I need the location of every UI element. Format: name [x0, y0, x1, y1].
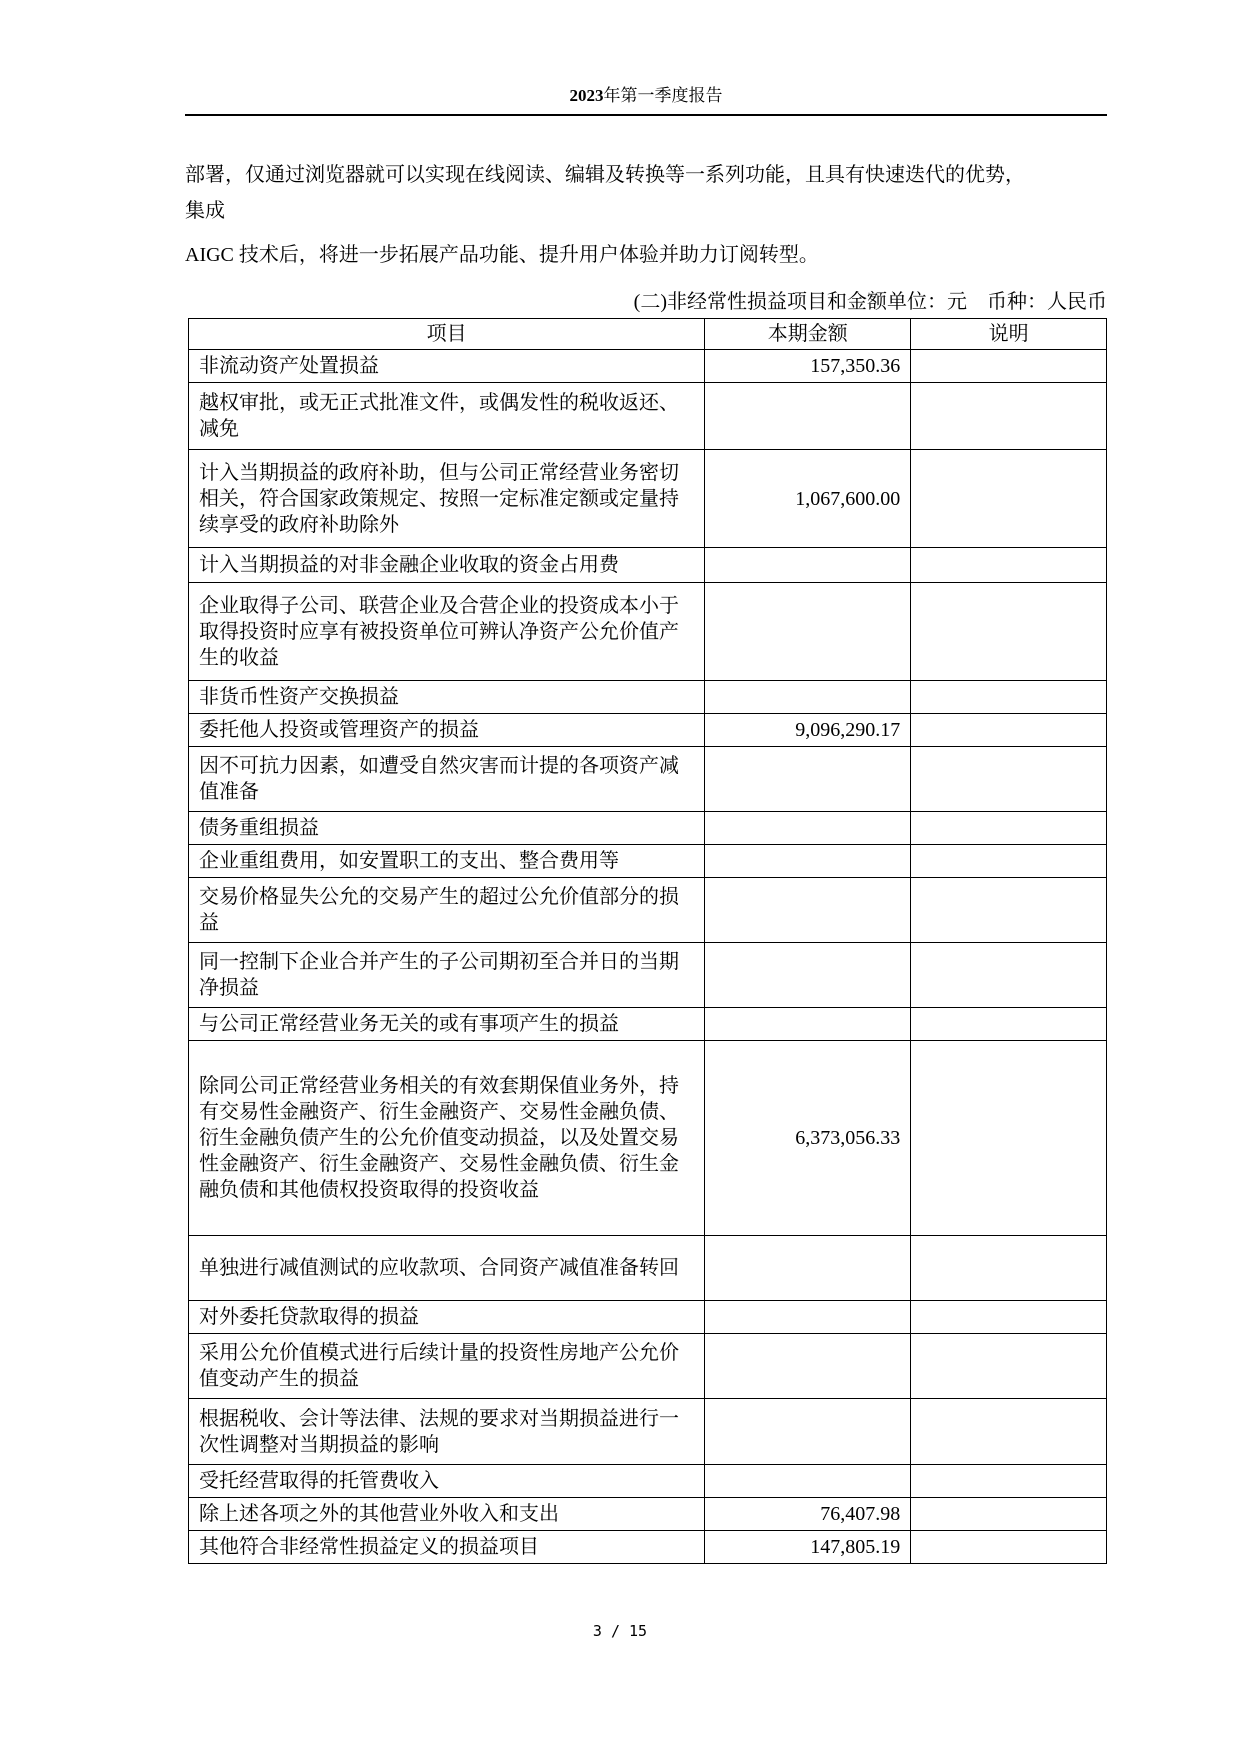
item-cell: 除上述各项之外的其他营业外收入和支出 — [189, 1498, 705, 1531]
note-cell — [911, 681, 1107, 714]
note-cell — [911, 1531, 1107, 1564]
amount-cell — [705, 878, 911, 943]
table-row — [189, 583, 1107, 681]
note-cell — [911, 350, 1107, 383]
item-cell: 非流动资产处置损益 — [189, 350, 705, 383]
note-cell — [911, 812, 1107, 845]
table-header-row — [189, 319, 1107, 350]
table-row — [189, 943, 1107, 1008]
amount-cell: 157,350.36 — [705, 350, 911, 383]
item-cell: 越权审批，或无正式批准文件，或偶发性的税收返还、减免 — [189, 383, 705, 450]
note-cell — [911, 747, 1107, 812]
item-cell: 同一控制下企业合并产生的子公司期初至合并日的当期净损益 — [189, 943, 705, 1008]
table-row — [189, 1531, 1107, 1564]
amount-cell: 9,096,290.17 — [705, 714, 911, 747]
table-row — [189, 681, 1107, 714]
item-cell: 其他符合非经常性损益定义的损益项目 — [189, 1531, 705, 1564]
note-cell — [911, 845, 1107, 878]
amount-cell: 1,067,600.00 — [705, 450, 911, 548]
table-row — [189, 812, 1107, 845]
item-cell: 企业取得子公司、联营企业及合营企业的投资成本小于取得投资时应享有被投资单位可辨认净资产公允价值产生的收益 — [189, 583, 705, 681]
item-cell: 受托经营取得的托管费收入 — [189, 1465, 705, 1498]
column-header-item: 项目 — [189, 319, 705, 350]
note-cell — [911, 1399, 1107, 1465]
note-cell — [911, 583, 1107, 681]
amount-cell — [705, 845, 911, 878]
amount-cell — [705, 1301, 911, 1334]
report-year: 2023 — [569, 86, 604, 105]
item-cell: 交易价格显失公允的交易产生的超过公允价值部分的损益 — [189, 878, 705, 943]
note-cell — [911, 1236, 1107, 1301]
table-caption: (二)非经常性损益项目和金额单位：元 币种：人民币 — [633, 291, 1107, 313]
table-row — [189, 1041, 1107, 1236]
body-paragraph: 集成 — [185, 200, 225, 222]
amount-cell — [705, 681, 911, 714]
note-cell — [911, 1465, 1107, 1498]
note-cell — [911, 1498, 1107, 1531]
note-cell — [911, 1008, 1107, 1041]
amount-cell — [705, 812, 911, 845]
table-row — [189, 1301, 1107, 1334]
amount-cell — [705, 548, 911, 583]
item-cell: 除同公司正常经营业务相关的有效套期保值业务外，持有交易性金融资产、衍生金融资产、交易性金融负债、衍生金融负债产生的公允价值变动损益，以及处置交易性金融资产、衍生金融资产、交易性金融负债、衍生金融负债和其他债权投资取得的投资收益 — [189, 1041, 705, 1236]
table-row — [189, 1465, 1107, 1498]
table-row — [189, 878, 1107, 943]
column-header-note: 说明 — [911, 319, 1107, 350]
table-row — [189, 548, 1107, 583]
item-cell: 企业重组费用，如安置职工的支出、整合费用等 — [189, 845, 705, 878]
note-cell — [911, 714, 1107, 747]
amount-cell — [705, 1465, 911, 1498]
amount-cell — [705, 1236, 911, 1301]
table-row — [189, 1334, 1107, 1399]
body-paragraph: 部署，仅通过浏览器就可以实现在线阅读、编辑及转换等一系列功能，且具有快速迭代的优势， — [185, 164, 1025, 186]
item-cell: 采用公允价值模式进行后续计量的投资性房地产公允价值变动产生的损益 — [189, 1334, 705, 1399]
report-title: 年第一季度报告 — [603, 86, 723, 105]
table-row — [189, 747, 1107, 812]
note-cell — [911, 1334, 1107, 1399]
column-header-amount: 本期金额 — [705, 319, 911, 350]
table-row — [189, 714, 1107, 747]
amount-cell: 147,805.19 — [705, 1531, 911, 1564]
table-row — [189, 450, 1107, 548]
non-recurring-gains-table — [188, 318, 1107, 1564]
table-row — [189, 383, 1107, 450]
page-number: 3 / 15 — [592, 1622, 648, 1640]
amount-cell: 6,373,056.33 — [705, 1041, 911, 1236]
note-cell — [911, 1041, 1107, 1236]
item-cell: 单独进行减值测试的应收款项、合同资产减值准备转回 — [189, 1236, 705, 1301]
item-cell: 对外委托贷款取得的损益 — [189, 1301, 705, 1334]
amount-cell — [705, 383, 911, 450]
note-cell — [911, 878, 1107, 943]
item-cell: 根据税收、会计等法律、法规的要求对当期损益进行一次性调整对当期损益的影响 — [189, 1399, 705, 1465]
amount-cell — [705, 1008, 911, 1041]
item-cell: 非货币性资产交换损益 — [189, 681, 705, 714]
table-row — [189, 1498, 1107, 1531]
header-divider — [185, 114, 1107, 116]
page-header — [185, 86, 1107, 106]
note-cell — [911, 450, 1107, 548]
item-cell: 债务重组损益 — [189, 812, 705, 845]
item-cell: 因不可抗力因素，如遭受自然灾害而计提的各项资产减值准备 — [189, 747, 705, 812]
item-cell: 委托他人投资或管理资产的损益 — [189, 714, 705, 747]
item-cell: 计入当期损益的对非金融企业收取的资金占用费 — [189, 548, 705, 583]
table-row — [189, 1399, 1107, 1465]
amount-cell — [705, 747, 911, 812]
note-cell — [911, 1301, 1107, 1334]
item-cell: 计入当期损益的政府补助，但与公司正常经营业务密切相关，符合国家政策规定、按照一定标准定额或定量持续享受的政府补助除外 — [189, 450, 705, 548]
amount-cell — [705, 1399, 911, 1465]
table-row — [189, 1008, 1107, 1041]
note-cell — [911, 943, 1107, 1008]
note-cell — [911, 548, 1107, 583]
amount-cell — [705, 583, 911, 681]
table-row — [189, 1236, 1107, 1301]
amount-cell — [705, 943, 911, 1008]
amount-cell — [705, 1334, 911, 1399]
body-paragraph: AIGC 技术后，将进一步拓展产品功能、提升用户体验并助力订阅转型。 — [185, 244, 819, 266]
note-cell — [911, 383, 1107, 450]
item-cell: 与公司正常经营业务无关的或有事项产生的损益 — [189, 1008, 705, 1041]
table-row — [189, 845, 1107, 878]
amount-cell: 76,407.98 — [705, 1498, 911, 1531]
table-row — [189, 350, 1107, 383]
